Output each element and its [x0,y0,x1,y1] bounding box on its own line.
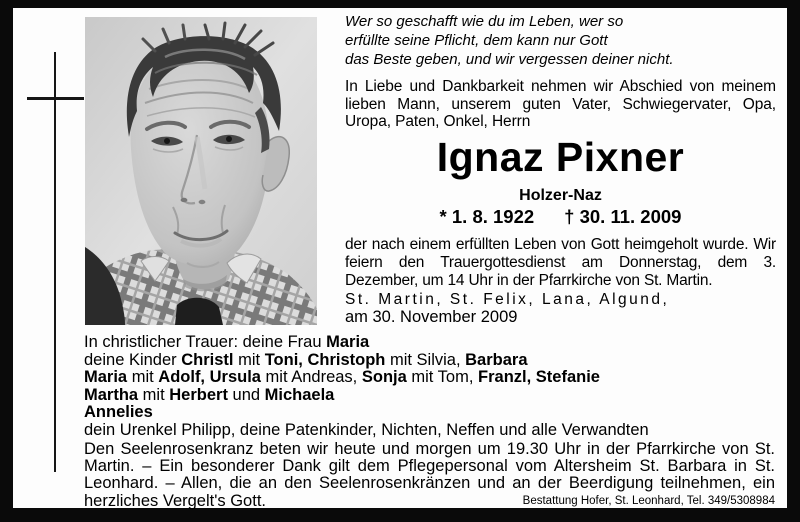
death-notice-card [13,8,787,508]
funeral-home-credit: Bestattung Hofer, St. Leonhard, Tel. 349/5308984 [522,495,775,507]
mourner-line-6: dein Urenkel Philipp, deine Patenkinder, Nichten, Neffen und alle Verwandten [84,420,649,439]
verse-line-3: das Beste geben, und wir vergessen deiner nicht. [345,51,674,68]
mourners-list [84,334,775,440]
birth-date: * 1. 8. 1922 [439,206,535,227]
memorial-verse [345,12,776,69]
mourner-line-1: In christlicher Trauer: deine Frau Maria [84,333,370,351]
cross-vertical-bar [54,52,56,472]
deceased-nickname: Holzer-Naz [519,187,602,204]
verse-line-1: Wer so geschafft wie du im Leben, wer so [345,13,624,30]
funeral-service-announcement: der nach einem erfüllten Leben von Gott heimgeholt wurde. Wir feiern den Trauergottesdienst am Donnerstag, dem 3. Dezember, um 14 Uhr in der Pfarrkirche von St. Martin. [345,236,776,289]
intro-paragraph: In Liebe und Dankbarkeit nehmen wir Abschied von meinem lieben Mann, unserem guten Vater, Schwiegervater, Opa, Uropa, Paten, Onkel, Herrn [345,78,776,130]
life-dates [345,206,776,228]
verse-line-2: erfüllte seine Pflicht, dem kann nur Gott [345,32,608,49]
deceased-name: Ignaz Pixner [436,134,685,180]
places-line: St. Martin, St. Felix, Lana, Algund, [345,291,670,308]
mourner-line-3: Maria mit Adolf, Ursula mit Andreas, Sonja mit Tom, Franzl, Stefanie [84,368,600,387]
portrait-illustration [85,17,317,325]
mourner-line-2: deine Kinder Christl mit Toni, Christoph mit Silvia, Barbara [84,350,528,369]
mourner-line-4: Martha mit Herbert und Michaela [84,385,335,404]
cross-horizontal-bar [27,97,84,100]
notice-date-line: am 30. November 2009 [345,308,518,326]
closing-paragraph: Den Seelenrosenkranz beten wir heute und morgen um 19.30 Uhr in der Pfarrkirche von St. Martin. – Ein besonderer Dank gilt dem Pflegepersonal vom Altersheim St. Barbara in St. Leonhard. – Allen, die an den Seelenrosenkränzen und an der Beerdigung teilnehmen, ein herzliches Vergelt's Gott. [84,440,775,510]
mourner-line-5: Annelies [84,403,153,422]
portrait-photo [85,17,317,325]
death-date: † 30. 11. 2009 [564,206,682,227]
